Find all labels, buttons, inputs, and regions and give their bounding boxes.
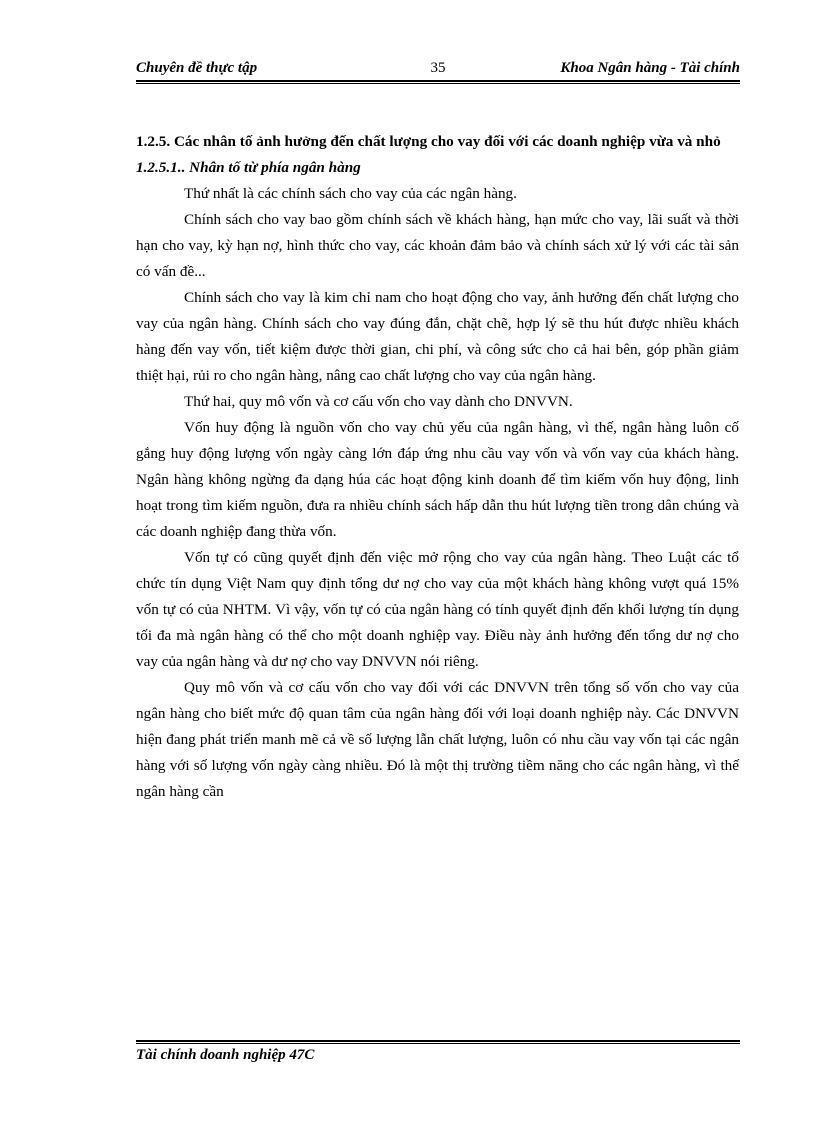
header-page-number: 35 [430, 60, 446, 76]
paragraph: Chính sách cho vay bao gồm chính sách về khách hàng, hạn mức cho vay, lãi suất và thời hạn cho vay, kỳ hạn nợ, hình thức cho vay, các khoản đảm bảo và chính sách xử lý với các tài sản có vấn đề... [136, 211, 739, 280]
paragraph: Thứ hai, quy mô vốn và cơ cấu vốn cho vay dành cho DNVVN. [184, 393, 573, 410]
subsection-heading: 1.2.5.1.. Nhân tố từ phía ngân hàng [136, 159, 361, 176]
section-heading: 1.2.5. Các nhân tố ảnh hưởng đến chất lượng cho vay đối với các doanh nghiệp vừa và nhỏ [136, 133, 721, 150]
header-faculty: Khoa Ngân hàng - Tài chính [560, 60, 740, 76]
paragraph: Thứ nhất là các chính sách cho vay của các ngân hàng. [184, 185, 517, 202]
paragraph: Quy mô vốn và cơ cấu vốn cho vay đối với các DNVVN trên tổng số vốn cho vay của ngân hàng cho biết mức độ quan tâm của ngân hàng đối với loại doanh nghiệp này. Các DNVVN hiện đang phát triển manh mẽ cả về số lượng lẫn chất lượng, luôn có nhu cầu vay vốn tại các ngân hàng với số lượng vốn ngày càng nhiều. Đó là một thị trường tiềm năng cho các ngân hàng, vì thế ngân hàng cần [136, 679, 739, 800]
page-header [136, 60, 740, 82]
page-footer: Tài chính doanh nghiệp 47C [136, 1047, 315, 1063]
header-rule [136, 80, 740, 84]
footer-rule [136, 1040, 740, 1044]
paragraph: Vốn huy động là nguồn vốn cho vay chủ yếu của ngân hàng, vì thế, ngân hàng luôn cố gắng huy động lượng vốn ngày càng lớn đáp ứng nhu cầu vay vốn và vốn vay của khách hàng. Ngân hàng không ngừng đa dạng húa các hoạt động kinh doanh để tìm kiếm vốn huy động, linh hoạt trong tìm kiếm nguồn, đưa ra nhiều chính sách hấp dẫn thu hút lượng tiền trong dân chúng và các doanh nghiệp đang thừa vốn. [136, 419, 739, 540]
paragraph: Vốn tự có cũng quyết định đến việc mở rộng cho vay của ngân hàng. Theo Luật các tổ chức tín dụng Việt Nam quy định tổng dư nợ cho vay của một khách hàng không vượt quá 15% vốn tự có của NHTM. Vì vậy, vốn tự có của ngân hàng có tính quyết định đến khối lượng tín dụng tối đa mà ngân hàng có thể cho một doanh nghiệp vay. Điều này ảnh hưởng đến tổng dư nợ cho vay của ngân hàng và dư nợ cho vay DNVVN nói riêng. [136, 549, 739, 670]
page-body [136, 129, 739, 805]
paragraph: Chính sách cho vay là kim chỉ nam cho hoạt động cho vay, ảnh hưởng đến chất lượng cho vay của ngân hàng. Chính sách cho vay đúng đắn, chặt chẽ, hợp lý sẽ thu hút được nhiều khách hàng đến vay vốn, tiết kiệm được thời gian, chi phí, và công sức cho cả hai bên, góp phần giảm thiệt hại, rủi ro cho ngân hàng, nâng cao chất lượng cho vay của ngân hàng. [136, 289, 739, 384]
header-document-type: Chuyên đề thực tập [136, 60, 258, 76]
